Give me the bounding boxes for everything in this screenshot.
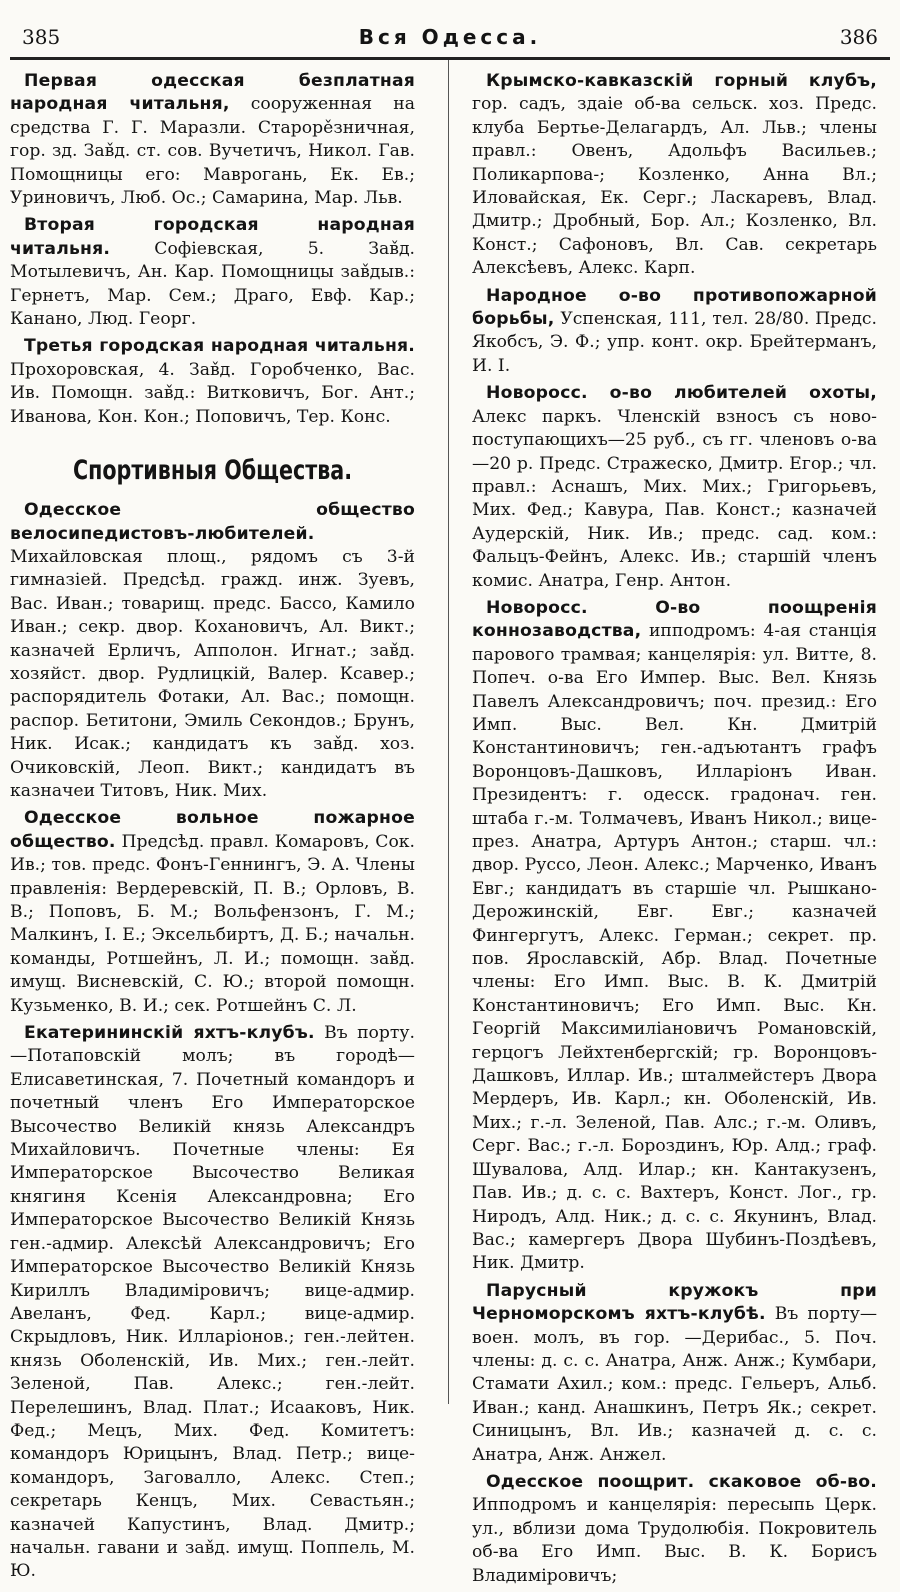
entry-name: Одесское общество велосипедистовъ-любителей.: [10, 500, 415, 544]
left-column: [10, 70, 415, 1588]
directory-entry: [472, 597, 877, 1276]
section-title: Спортивныя Общества.: [72, 455, 353, 487]
entry-name: Одесское поощрит. скаковое об-во.: [486, 1471, 877, 1492]
entry-text: гор. садъ, здаіе об-ва сельск. хоз. Предс. клуба Бертье-Делагардъ, Ал. Льв.; члены правл.: Овенъ, Адольфъ Васильев.; Поликарпова-; Козленко, Анна Вл.; Иловайская, Ек. Серг.; Ласкаревъ, Влад. Дмитр.; Дробный, Бор. Ал.; Козленко, Вл. Конст.; Сафоновъ, Вл. Сав. секретарь Алексѣевъ, Алекс. Карп.: [472, 94, 877, 279]
entry-text: Софіевская, 5. Зав̌д. Мотылевичъ, Ан. Кар. Помощницы зав̌дыв.: Гернетъ, Мар. Сем.; Драго, Евф. Кар.; Канано, Люд. Георг.: [10, 238, 415, 330]
right-column: [472, 70, 877, 1592]
entry-text: Михайловская площ., рядомъ съ 3-й гимназіей. Предсѣд. гражд. инж. Зуевъ, Вас. Иван.; товарищ. предс. Бассо, Камило Иван.; секр. двор. Кохановичъ, Ал. Викт.; казначей Ерличъ, Апполон. Игнат.; зав̌д. хозяйст. двор. Рудлицкій, Валер. Ксавер.; распорядитель Фотаки, Ал. Вас.; помощн. распор. Бетитони, Эмиль Секондов.; Брунъ, Ник. Исак.; кандидатъ къ зав̌д. хоз. Очиковскій, Леоп. Викт.; кандидатъ въ казначеи Титовъ, Ник. Мих.: [10, 546, 415, 801]
entry-text: Въ порту—воен. молъ, въ гор. —Дерибас., 5. Поч. члены: д. с. с. Анатра, Анж. Анж.; Кумбари, Стамати Ахил.; ком.: предс. Гельеръ, Альб. Иван.; канд. Анашкинъ, Петръ Як.; секрет. Синицынъ, Вл. Ив.; казначей д. с. с. Анатра, Анж. Анжел.: [472, 1304, 878, 1465]
entry-text: сооруженная на средства Г. Г. Маразли. Староре̌зничная, гор. зд. Зав̌д. ст. сов. Вучетичъ, Никол. Гав. Помощницы его: Маврогань, Ек. Ев.; Уриновичъ, Люб. Ос.; Самарина, Мар. Льв.: [10, 94, 415, 209]
running-title: Вся Одесса.: [358, 25, 542, 49]
entry-text: Ипподромъ и канцелярія: пересыпь Церк. ул., вблизи дома Трудолюбія. Покровитель об-ва Его Имп. Выс. В. К. Борисъ Владиміровичъ;: [472, 1495, 877, 1586]
entry-text: Предсѣд. правл. Комаровъ, Сок. Ив.; тов. предс. Фонъ-Геннингъ, Э. А. Члены правленія: Вердеревскій, П. В.; Орловъ, В. В.; Поповъ, Б. М.; Вольфензонъ, Г. М.; Малкинъ, І. Е.; Экcельбиртъ, Д. Б.; начальн. команды, Ротшейнъ, Л. И.; помощн. зав̌д. имущ. Висневскій, С. Ю.; второй помощн. Кузьменко, В. И.; сек. Ротшейнъ С. Л.: [10, 831, 415, 1016]
directory-entry: [472, 285, 877, 379]
entry-name: Новоросс. о-во любителей охоты,: [486, 383, 877, 404]
entry-name: Парусный кружокъ при Черноморскомъ яхтъ-клубѣ.: [472, 1280, 877, 1325]
directory-entry: [10, 214, 415, 331]
entry-name: Третья городская народная читальня.: [24, 336, 415, 357]
entry-text: Успенская, 111, тел. 28/80. Предс. Якобсъ, Э. Ф.; упр. конт. окр. Брейтерманъ, И. І.: [472, 309, 877, 376]
directory-entry: [472, 382, 877, 593]
directory-entry: [10, 499, 415, 803]
entry-text: Алекс паркъ. Членскій взносъ съ ново-поступающихъ—25 руб., съ гг. членовъ о-ва—20 р. Предс. Стражеско, Дмитр. Егор.; чл. правл.: Аснашъ, Мих. Мих.; Григорьевъ, Мих. Фед.; Кавура, Пав. Конст.; казначей Аудерскій, Ник. Ив.; предс. сад. ком.: Фальцъ-Фейнъ, Алекс. Ив.; старшій членъ комис. Анатра, Генр. Антон.: [472, 406, 877, 591]
entry-name: Одесское вольное пожарное общество.: [10, 808, 415, 852]
directory-entry: [10, 807, 415, 1018]
header-rule: [10, 57, 890, 60]
directory-entry: [472, 1280, 877, 1467]
entry-name: Крымско-кавказскій горный клубъ,: [486, 71, 877, 91]
directory-entry: [472, 70, 877, 281]
column-divider: [448, 60, 449, 1404]
entry-name: Новоросс. О-во поощренія коннозаводства,: [472, 597, 877, 642]
entry-text: ипподромъ: 4-ая станція парового трамвая; канцелярія: ул. Витте, 8. Попеч. о-ва Его Импер. Выс. Вел. Князь Павелъ Александровичъ; поч. презид.: Его Имп. Выс. Вел. Кн. Дмитрій Константиновичъ; ген.-адъютантъ графъ Воронцовъ-Дашковъ, Илларіонъ Иван. Президентъ: г. одесск. градонач. ген. штаба г.-м. Толмачевъ, Иванъ Никол.; вице-през. Анатра, Артуръ Антон.; старш. чл.: двор. Руссо, Леон. Алекс.; Марченко, Иванъ Евг.; кандидатъ въ старшіе чл. Рышкано-Дерожинскій, Евг. Евг.; казначей Фингергутъ, Алекс. Герман.; секрет. пр. пов. Ярославскій, Абр. Влад. Почетные члены: Его Имп. Выс. В. К. Дмитрій Константиновичъ; Его Имп. Выс. Кн. Георгій Максимиліановичъ Романовскій, герцогъ Лейхтенбергскій; гр. Воронцовъ-Дашковъ, Иллар. Ив.; шталмейстеръ Двора Мердеръ, Ив. Карл.; кн. Оболенскій, Ив. Мих.; г.-л. Зеленой, Пав. Алс.; г.-м. Оливъ, Серг. Вас.; г.-л. Бороздинъ, Юр. Алд.; граф. Шувалова, Алд. Илар.; кн. Кантакузенъ, Пав. Ив.; д. с. с. Вахтеръ, Конст. Лог., гр. Ниродъ, Алд. Ник.; д. с. с. Якунинъ, Влад. Вас.; камергеръ Двора Шубинъ-Поздѣевъ, Ник. Дмитр.: [472, 621, 877, 1274]
entry-text: Въ порту.—Потаповскій молъ; въ городѣ—Елисаветинская, 7. Почетный командоръ и почетный членъ Его Императорское Высочество Великій князь Александръ Михайловичъ. Почетные члены: Ея Императорское Высочество Великая княгиня Ксенія Александровна; Его Императорское Высочество Великій Князь ген.-адмир. Алексѣй Александровичъ; Его Императорское Высочество Великій Князь Кириллъ Владиміровичъ; вице-адмир. Авеланъ, Фед. Карл.; вице-адмир. Скрыдловъ, Ник. Илларіонов.; ген.-лейтен. князь Оболенскій, Ив. Мих.; ген.-лейт. Зеленой, Пав. Алекс.; ген.-лейт. Перелешинъ, Влад. Плат.; Исааковъ, Ник. Фед.; Мецъ, Мих. Фед. Комитетъ: командоръ Юрицынъ, Влад. Петр.; вице-командоръ, Заговалло, Алекс. Степ.; секретарь Кенцъ, Мих. Севастьян.; казначей Капустинъ, Влад. Дмитр.; начальн. гавани и зав̌д. имущ. Поппель, М. Ю.: [10, 1023, 415, 1582]
directory-entry: [10, 1022, 415, 1584]
directory-entry: [10, 335, 415, 429]
entry-name: Екатерининскій яхтъ-клубъ.: [24, 1023, 315, 1044]
entry-name: Народное о-во противопожарной борьбы,: [472, 285, 877, 330]
entry-name: Первая одесская безплатная народная читальня,: [10, 71, 415, 115]
directory-entry: [10, 70, 415, 210]
page-header: [22, 20, 878, 54]
entry-text: Прохоровская, 4. Зав̌д. Горобченко, Вас. Ив. Помощн. зав̌д.: Витковичъ, Бог. Ант.; Иванова, Кон. Кон.; Поповичъ, Тер. Конс.: [10, 359, 415, 427]
directory-entry: [472, 1471, 877, 1588]
right-page-number: 386: [839, 25, 878, 49]
left-page-number: 385: [22, 25, 61, 49]
entry-name: Вторая городская народная читальня.: [10, 215, 415, 259]
